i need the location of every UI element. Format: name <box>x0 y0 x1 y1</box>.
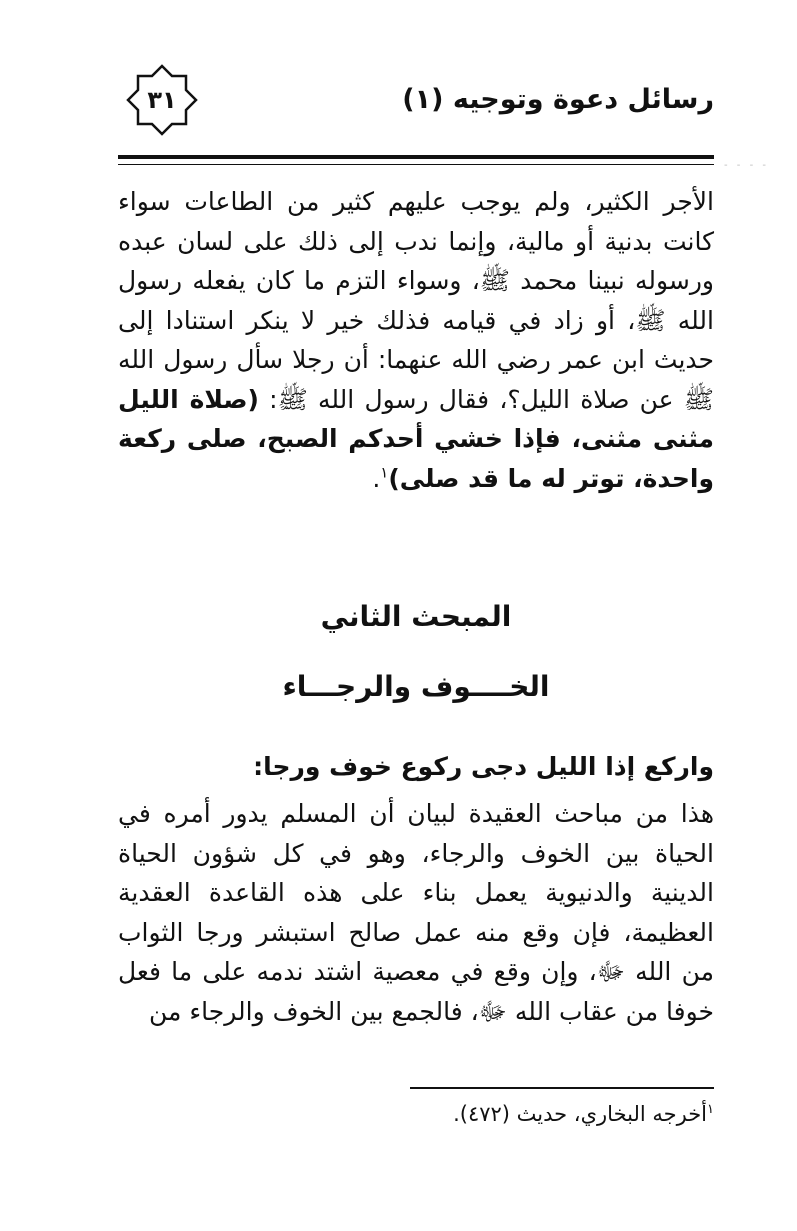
section-number-heading: المبحث الثاني <box>320 600 512 633</box>
page-header <box>118 60 714 160</box>
running-title: رسائل دعوة وتوجيه (١) <box>402 84 714 115</box>
paragraph-1-text: الأجر الكثير، ولم يوجب عليهم كثير من الطاعات سواء كانت بدنية أو مالية، وإنما ندب إلى ذلك على لسان عبده ورسوله نبينا محمد ﷺ، وسواء التزم ما كان يفعله رسول الله ﷺ، أو زاد في قيامه فذلك خير لا ينكر استنادا إلى حديث ابن عمر رضي الله عنهما: أن رجلا سأل رسول الله ﷺ عن صلاة الليل؟، فقال رسول الله ﷺ: <box>118 187 714 414</box>
paragraph-1-end: . <box>372 463 381 493</box>
paragraph-1 <box>118 182 714 498</box>
page-number-badge <box>122 60 202 140</box>
header-rule-thin <box>118 164 714 165</box>
paragraph-2-text: هذا من مباحث العقيدة لبيان أن المسلم يدور أمره في الحياة بين الخوف والرجاء، وهو في كل شؤون الحياة الدينية والدنيوية يعمل بناء على هذه القاعدة العقدية العظيمة، فإن وقع منه عمل صالح استبشر ورجا الثواب من الله ﷻ، وإن وقع في معصية اشتد ندمه على ما فعل خوفا من عقاب الله ﷻ، فالجمع بين الخوف والرجاء من <box>118 799 714 1026</box>
header-rule-thick <box>118 155 714 159</box>
footnote-number: ١ <box>707 1102 714 1117</box>
margin-dashes: - - - - <box>724 160 769 171</box>
footnote-separator <box>410 1087 714 1089</box>
footnote-reference: ١ <box>380 463 389 482</box>
footnote <box>118 1102 714 1126</box>
footnote-text: أخرجه البخاري، حديث (٤٧٢). <box>453 1102 708 1126</box>
section-title-heading: الخــــوف والرجـــاء <box>282 670 550 703</box>
hadith-quote: (صلاة الليل مثنى مثنى، فإذا خشي أحدكم الصبح، صلى ركعة واحدة، توتر له ما قد صلى) <box>118 384 714 493</box>
verse-line: واركع إذا الليل دجى ركوع خوف ورجا: <box>253 752 714 781</box>
paragraph-2 <box>118 794 714 1031</box>
page-number: ٣١ <box>147 86 177 114</box>
